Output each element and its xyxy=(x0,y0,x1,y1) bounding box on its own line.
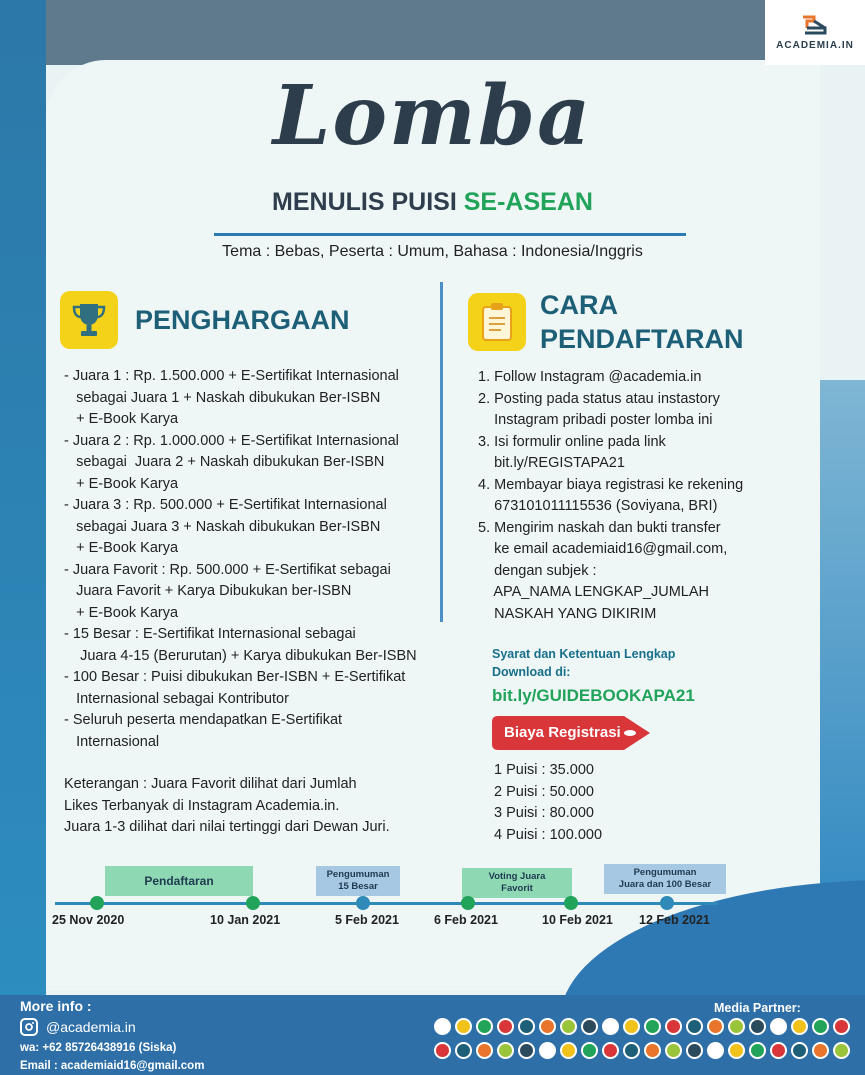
media-partner-logo xyxy=(560,1018,577,1035)
awards-heading: PENGHARGAAN xyxy=(135,305,350,335)
subtitle-accent: SE-ASEAN xyxy=(463,188,593,216)
step-line: 1. Follow Instagram @academia.in xyxy=(478,369,702,385)
media-partner-logo xyxy=(560,1042,577,1059)
media-partner-logos xyxy=(434,1018,854,1064)
award-line: Internasional xyxy=(64,733,160,750)
note-line: Keterangan : Juara Favorit dilihat dari Jumlah xyxy=(64,776,357,792)
step-line: bit.ly/REGISTAPA21 xyxy=(478,455,625,471)
terms-note xyxy=(492,645,675,681)
timeline-dot xyxy=(356,896,370,910)
award-line: - Juara 3 : Rp. 500.000 + E-Sertifikat Internasional xyxy=(64,497,387,513)
terms-line2: Download di: xyxy=(492,665,571,679)
timeline-date: 10 Jan 2021 xyxy=(210,913,281,927)
phase-voting xyxy=(462,868,572,898)
more-info-label: More info : xyxy=(20,998,92,1014)
media-partner-logo xyxy=(812,1042,829,1059)
media-partner-logo xyxy=(833,1018,850,1035)
award-line: + E-Book Karya xyxy=(64,540,179,556)
timeline-date: 6 Feb 2021 xyxy=(434,913,498,927)
media-partner-logo xyxy=(686,1018,703,1035)
timeline-dot xyxy=(246,896,260,910)
fee-list xyxy=(494,760,602,846)
media-partner-logo xyxy=(749,1018,766,1035)
step-line: 4. Membayar biaya registrasi ke rekening xyxy=(478,476,744,493)
timeline-date: 25 Nov 2020 xyxy=(52,913,125,927)
media-partner-logo xyxy=(644,1018,661,1035)
award-line: sebagai Juara 2 + Naskah dibukukan Ber-ISBN xyxy=(64,454,385,470)
step-line: APA_NAMA LENGKAP_JUMLAH xyxy=(478,584,710,600)
clipboard-icon xyxy=(481,302,513,342)
media-partner-logo xyxy=(644,1042,661,1059)
top-band xyxy=(0,0,865,65)
award-line: - Juara Favorit : Rp. 500.000 + E-Sertifikat sebagai xyxy=(64,561,391,578)
media-partner-logo xyxy=(728,1018,745,1035)
media-partner-logo xyxy=(812,1018,829,1035)
registration-heading xyxy=(540,288,744,356)
award-line: + E-Book Karya xyxy=(64,475,179,492)
media-partner-logo xyxy=(539,1018,556,1035)
instagram-handle: @academia.in xyxy=(46,1019,136,1035)
fee-badge-label: Biaya Registrasi xyxy=(504,724,621,741)
media-partner-logo xyxy=(791,1042,808,1059)
timeline-dot xyxy=(90,896,104,910)
media-partner-logo xyxy=(623,1042,640,1059)
phase-label: Juara dan 100 Besar xyxy=(618,879,712,890)
award-line: - Juara 2 : Rp. 1.000.000 + E-Sertifikat Internasional xyxy=(64,432,399,449)
step-line: Instagram pribadi poster lomba ini xyxy=(478,412,713,428)
step-line: 3. Isi formulir online pada link xyxy=(478,433,666,450)
timeline-line xyxy=(55,902,718,905)
award-line: Juara Favorit + Karya Dibukukan ber-ISBN xyxy=(64,583,352,599)
media-partner-logo xyxy=(602,1042,619,1059)
award-line: - 100 Besar : Puisi dibukukan Ber-ISBN + E-Sertifikat xyxy=(64,669,406,685)
award-line: - Seluruh peserta mendapatkan E-Sertifikat xyxy=(64,712,343,728)
step-line: NASKAH YANG DIKIRIM xyxy=(478,605,657,622)
media-partner-label: Media Partner: xyxy=(714,1001,801,1015)
phase-label: 15 Besar xyxy=(338,881,378,892)
guidebook-link[interactable]: bit.ly/GUIDEBOOKAPA21 xyxy=(492,686,695,705)
media-partner-logo xyxy=(518,1018,535,1035)
subtitle-main: MENULIS PUISI xyxy=(272,188,457,216)
media-partner-logo xyxy=(539,1042,556,1059)
fee-line: 4 Puisi : 100.000 xyxy=(494,826,603,843)
terms-line1: Syarat dan Ketentuan Lengkap xyxy=(492,647,676,661)
right-band xyxy=(819,380,865,960)
media-partner-logo xyxy=(581,1042,598,1059)
column-divider xyxy=(440,282,443,622)
awards-icon-tile xyxy=(60,291,118,349)
academia-logo-icon xyxy=(800,14,830,36)
step-line: 2. Posting pada status atau instastory xyxy=(478,390,720,407)
media-partner-logo xyxy=(770,1042,787,1059)
media-partner-logo xyxy=(749,1042,766,1059)
media-partner-logo xyxy=(455,1018,472,1035)
whatsapp-contact: wa: +62 85726438916 (Siska) xyxy=(20,1042,177,1054)
timeline-date: 5 Feb 2021 xyxy=(335,913,399,927)
award-line: - 15 Besar : E-Sertifikat Internasional sebagai xyxy=(64,626,356,642)
media-partner-logo xyxy=(434,1042,451,1059)
fee-badge xyxy=(492,716,652,750)
brand-logo xyxy=(765,0,865,65)
media-partner-logo xyxy=(833,1042,850,1059)
media-partner-logo xyxy=(455,1042,472,1059)
phase-pengumuman-100 xyxy=(604,864,726,894)
award-line: - Juara 1 : Rp. 1.500.000 + E-Sertifikat Internasional xyxy=(64,368,399,384)
note-line: Juara 1-3 dilihat dari nilai tertinggi dari Dewan Juri. xyxy=(64,819,390,835)
phase-label: Voting Juara xyxy=(488,871,546,882)
media-partner-logo xyxy=(518,1042,535,1059)
media-partner-logo xyxy=(686,1042,703,1059)
media-partner-logo xyxy=(665,1042,682,1059)
step-line: dengan subjek : xyxy=(478,562,597,579)
phase-label: Pengumuman xyxy=(326,869,390,880)
timeline-dot xyxy=(660,896,674,910)
media-partner-logo xyxy=(728,1042,745,1059)
media-partner-logo xyxy=(476,1018,493,1035)
media-partner-logo xyxy=(476,1042,493,1059)
fee-line: 2 Puisi : 50.000 xyxy=(494,783,594,800)
note-line: Likes Terbanyak di Instagram Academia.in. xyxy=(64,797,340,814)
media-partner-logo xyxy=(665,1018,682,1035)
media-partner-logo xyxy=(707,1042,724,1059)
media-partner-logo xyxy=(623,1018,640,1035)
awards-notes xyxy=(64,774,390,839)
media-partner-logo xyxy=(707,1018,724,1035)
award-line: + E-Book Karya xyxy=(64,411,179,427)
timeline-dot xyxy=(461,896,475,910)
brand-name: ACADEMIA.IN xyxy=(776,40,854,51)
awards-list xyxy=(64,366,417,753)
phase-pendaftaran: Pendaftaran xyxy=(105,866,253,896)
media-partner-logo xyxy=(581,1018,598,1035)
step-line: 673101011115536 (Soviyana, BRI) xyxy=(478,498,718,514)
timeline-date: 12 Feb 2021 xyxy=(639,913,710,927)
title-rule xyxy=(214,233,686,236)
step-line: 5. Mengirim naskah dan bukti transfer xyxy=(478,519,721,536)
award-line: sebagai Juara 1 + Naskah dibukukan Ber-ISBN xyxy=(64,389,381,406)
media-partner-logo xyxy=(791,1018,808,1035)
step-line: ke email academiaid16@gmail.com, xyxy=(478,541,728,557)
page-subtitle xyxy=(0,188,865,217)
media-partner-logo xyxy=(497,1018,514,1035)
instagram-icon xyxy=(20,1018,38,1036)
award-line: + E-Book Karya xyxy=(64,604,179,621)
media-partner-logo xyxy=(770,1018,787,1035)
registration-heading-line2: PENDAFTARAN xyxy=(540,324,744,354)
award-line: sebagai Juara 3 + Naskah dibukukan Ber-ISBN xyxy=(64,518,381,535)
theme-line: Tema : Bebas, Peserta : Umum, Bahasa : Indonesia/Inggris xyxy=(222,243,643,260)
media-partner-logo xyxy=(434,1018,451,1035)
registration-steps xyxy=(478,367,743,625)
timeline-dot xyxy=(564,896,578,910)
media-partner-logo xyxy=(602,1018,619,1035)
fee-line: 3 Puisi : 80.000 xyxy=(494,805,594,821)
trophy-icon xyxy=(71,301,107,339)
timeline-date: 10 Feb 2021 xyxy=(542,913,613,927)
instagram-link[interactable] xyxy=(20,1018,136,1036)
registration-heading-line1: CARA xyxy=(540,290,618,320)
registration-icon-tile xyxy=(468,293,526,351)
fee-line: 1 Puisi : 35.000 xyxy=(494,762,594,778)
phase-label: Pengumuman xyxy=(633,867,697,878)
phase-pengumuman-15 xyxy=(316,866,400,896)
award-line: Juara 4-15 (Berurutan) + Karya dibukukan Ber-ISBN xyxy=(64,647,417,664)
phase-label: Favorit xyxy=(501,883,533,894)
page-title: Lomba xyxy=(272,68,593,164)
media-partner-logo xyxy=(497,1042,514,1059)
award-line: Internasional sebagai Kontributor xyxy=(64,690,289,707)
email-contact: Email : academiaid16@gmail.com xyxy=(20,1060,205,1072)
